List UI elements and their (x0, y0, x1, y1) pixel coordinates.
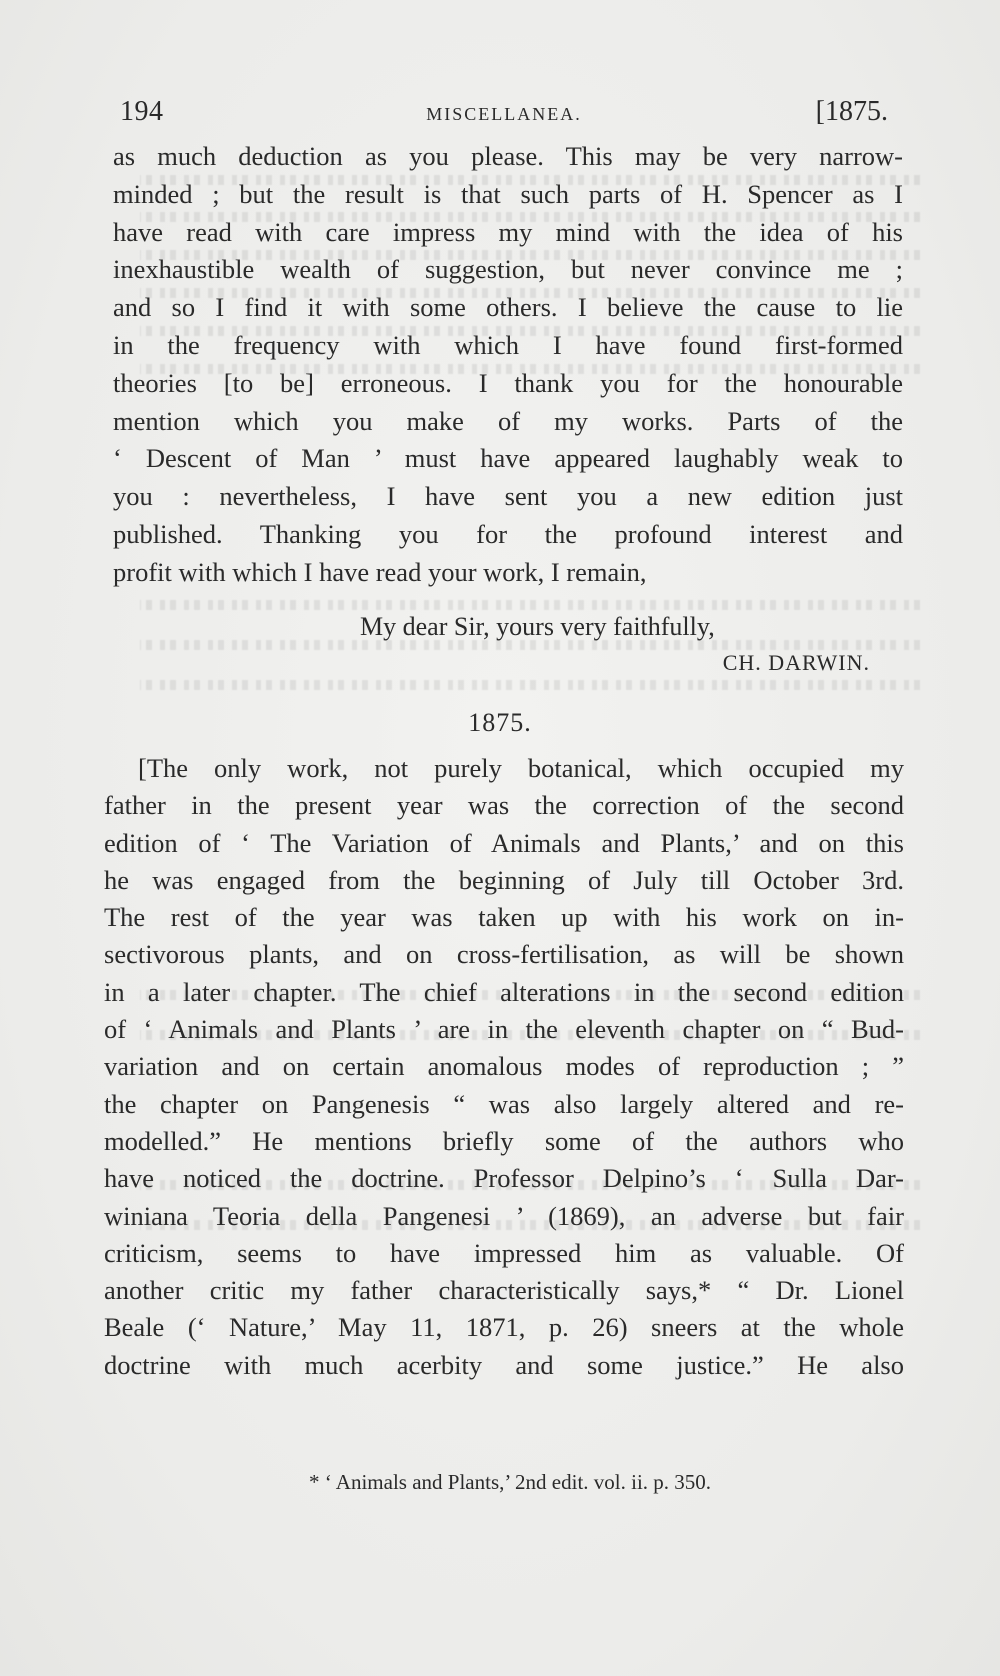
text-line: sectivorous plants, and on cross-fertilisation, as will be shown (104, 939, 904, 970)
text-line: variation and on certain anomalous modes of reproduction ; ” (104, 1051, 904, 1082)
text-line: ‘ Descent of Man ’ must have appeared laughably weak to (113, 443, 903, 474)
text-line: he was engaged from the beginning of July till October 3rd. (104, 864, 904, 895)
text-line: as much deduction as you please. This may be very narrow- (113, 141, 903, 171)
text-line: father in the present year was the correction of the second (104, 790, 904, 821)
text-line: have noticed the doctrine. Professor Delpino’s ‘ Sulla Dar- (104, 1163, 904, 1194)
text-line: winiana Teoria della Pangenesi ’ (1869), an adverse but fair (104, 1200, 904, 1231)
text-line: minded ; but the result is that such parts of H. Spencer as I (113, 178, 903, 209)
text-line: mention which you make of my works. Parts of the (113, 405, 903, 436)
header-year: [1875. (815, 96, 888, 127)
page-number: 194 (120, 96, 164, 127)
letter-signature: CH. DARWIN. (722, 650, 870, 675)
text-line: you : nevertheless, I have sent you a new edition just (113, 481, 903, 512)
letter-body (113, 138, 903, 592)
text-line: criticism, seems to have impressed him as valuable. Of (104, 1237, 904, 1268)
text-line: of ‘ Animals and Plants ’ are in the eleventh chapter on “ Bud- (104, 1014, 904, 1045)
text-line: have read with care impress my mind with the idea of his (113, 216, 903, 247)
text-line: in the frequency with which I have found first-formed (113, 329, 903, 360)
text-line: and so I find it with some others. I believe the cause to lie (113, 292, 903, 323)
text-line: inexhaustible wealth of suggestion, but never convince me ; (113, 254, 903, 285)
text-line: another critic my father characteristically says,* “ Dr. Lionel (104, 1275, 904, 1306)
text-line: The rest of the year was taken up with his work on in- (104, 902, 904, 933)
text-line: theories [to be] erroneous. I thank you for the honourable (113, 367, 903, 398)
page-header (120, 96, 888, 136)
text-line: profit with which I have read your work, I remain, (113, 556, 647, 587)
running-head: MISCELLANEA. (426, 104, 582, 124)
letter-closing: My dear Sir, yours very faithfully, (360, 612, 715, 641)
narrative-body (104, 750, 904, 1384)
text-line: edition of ‘ The Variation of Animals and Plants,’ and on this (104, 827, 904, 858)
text-line: the chapter on Pangenesis “ was also largely altered and re- (104, 1088, 904, 1119)
text-line: in a later chapter. The chief alterations in the second edition (104, 976, 904, 1007)
text-line: modelled.” He mentions briefly some of the authors who (104, 1125, 904, 1156)
text-line: published. Thanking you for the profound interest and (113, 518, 903, 549)
section-year-heading: 1875. (468, 708, 532, 737)
text-line: Beale (‘ Nature,’ May 11, 1871, p. 26) sneers at the whole (104, 1312, 904, 1343)
text-line: [The only work, not purely botanical, which occupied my (138, 753, 904, 783)
text-line: doctrine with much acerbity and some justice.” He also (104, 1349, 904, 1380)
footnote: * ‘ Animals and Plants,’ 2nd edit. vol. ii. p. 350. (308, 1470, 712, 1494)
